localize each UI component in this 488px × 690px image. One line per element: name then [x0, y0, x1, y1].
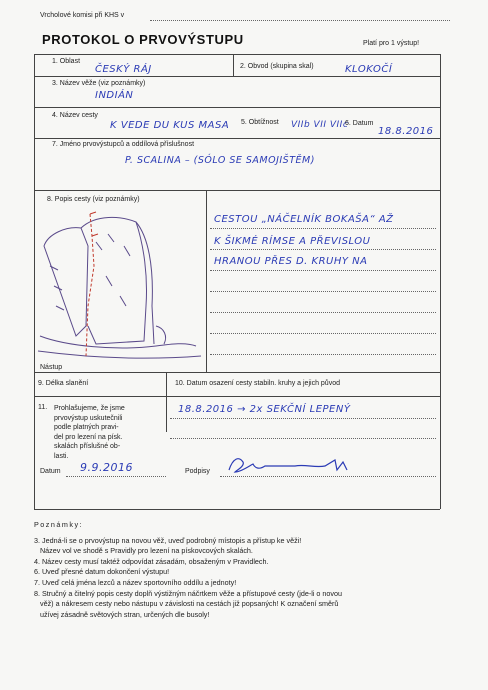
vez-value: INDIÁN	[95, 90, 134, 101]
osazeni-writeline	[170, 438, 436, 439]
note-item: Název vol ve shodě s Pravidly pro lezení na pískovcových skalách.	[34, 546, 253, 556]
obvod-value: KLOKOČÍ	[345, 64, 393, 75]
cesta-value: K VEDE DU KUS MASA	[110, 120, 230, 131]
popis-writeline	[210, 312, 436, 313]
obtiznost-label: 5. Obtížnost	[241, 119, 279, 126]
form-top-border	[34, 54, 440, 55]
oblast-label: 1. Oblast	[52, 58, 81, 65]
datum-label: 6. Datum	[345, 120, 374, 127]
prvovystupci-label: 7. Jméno prvovýstupců a oddílová příslušnost	[52, 141, 195, 148]
note-item: 6. Uveď přesné datum dokončení výstupu!	[34, 567, 170, 577]
osazeni-writeline	[170, 418, 436, 419]
obtiznost-value: VIIb VII VIIc	[291, 120, 349, 130]
popis-line-3: HRANOU PŘES D. KRUHY NA	[214, 256, 368, 267]
note-item: 3. Jedná-li se o prvovýstup na novou věž, uveď podrobný místopis a přístup ke věži!	[34, 535, 302, 545]
vez-label: 3. Název věže (viz poznámky)	[52, 80, 146, 87]
row9-line	[34, 396, 440, 397]
datum2-writeline	[66, 476, 166, 477]
note-item: 7. Uveď celá jména lezců a název sportovního oddílu a jednoty!	[34, 577, 237, 587]
route-sketch	[36, 206, 204, 371]
issuer-text: Vrcholové komisi při KHS v	[40, 12, 125, 19]
prohlaseni-line: skalách příslušné ob-	[54, 443, 121, 451]
popis-writeline	[210, 354, 436, 355]
datum-value: 18.8.2016	[378, 126, 434, 137]
form-left-border	[34, 54, 35, 509]
row7-line	[34, 190, 440, 191]
notes-title: Poznámky:	[34, 520, 84, 529]
popis-label: 8. Popis cesty (viz poznámky)	[47, 196, 140, 203]
datum2-value: 9.9.2016	[80, 461, 133, 474]
row1-divider	[233, 54, 234, 76]
nastup-label: Nástup	[40, 364, 63, 371]
note-item: věž) a nákresem cesty nebo nástupu v závislosti na cestách již popsaných! K označení směrů	[34, 599, 339, 609]
prohlaseni-number: 11.	[38, 404, 48, 411]
issuer-line	[150, 20, 450, 21]
note-item: užívej zásadně světových stran, určených dle busoly!	[34, 609, 210, 619]
prvovystupci-value: P. SCALINA – (SÓLO SE SAMOJIŠTĚM)	[125, 155, 315, 166]
prohlaseni-text	[54, 404, 164, 462]
osazeni-label: 10. Datum osazení cesty stabiln. kruhy a jejich původ	[175, 380, 340, 387]
datum2-label: Datum	[40, 468, 61, 475]
signature	[225, 452, 365, 478]
row3-line	[34, 107, 440, 108]
podpisy-label: Podpisy	[185, 468, 210, 475]
note-item: 4. Název cesty musí taktéž odpovídat zásadám, obsaženým v Pravidlech.	[34, 556, 269, 566]
row1-line	[34, 76, 440, 77]
popis-writeline	[210, 249, 436, 250]
form-right-border	[440, 54, 441, 509]
row4-line	[34, 138, 440, 139]
cesta-label: 4. Název cesty	[52, 112, 98, 119]
popis-writeline	[210, 333, 436, 334]
prohlaseni-line: del pro lezení na písk.	[54, 433, 123, 441]
row8-divider	[206, 190, 207, 372]
prohlaseni-line: prvovýstup uskutečnili	[54, 414, 123, 422]
prohlaseni-line: Prohlašujeme, že jsme	[54, 405, 125, 412]
popis-line-1: CESTOU „NÁČELNÍK BOKAŠA“ AŽ	[214, 214, 394, 225]
popis-writeline	[210, 228, 436, 229]
validity-note: Platí pro 1 výstup!	[363, 40, 420, 47]
osazeni-value: 18.8.2016 → 2x SEKČNÍ LEPENÝ	[178, 404, 351, 415]
slaneni-label: 9. Délka slanění	[38, 380, 89, 387]
oblast-value: ČESKÝ RÁJ	[95, 64, 152, 75]
note-item: 8. Stručný a čitelný popis cesty doplň výstižným náčrtkem věže a přístupové cesty (jde-li o novou	[34, 588, 343, 598]
popis-writeline	[210, 270, 436, 271]
popis-line-2: K ŠIKMÉ RÍMSE A PŘEVISLOU	[214, 236, 371, 247]
notes-section	[34, 520, 454, 620]
row9-divider	[166, 372, 167, 432]
row8-line	[34, 372, 440, 373]
obvod-label: 2. Obvod (skupina skal)	[240, 63, 314, 70]
page-title: PROTOKOL O PRVOVÝSTUPU	[42, 32, 244, 47]
prohlaseni-line: podle platných pravi-	[54, 424, 119, 432]
form-bottom-border	[34, 509, 440, 510]
popis-writeline	[210, 291, 436, 292]
prohlaseni-line: lasti.	[54, 452, 69, 460]
